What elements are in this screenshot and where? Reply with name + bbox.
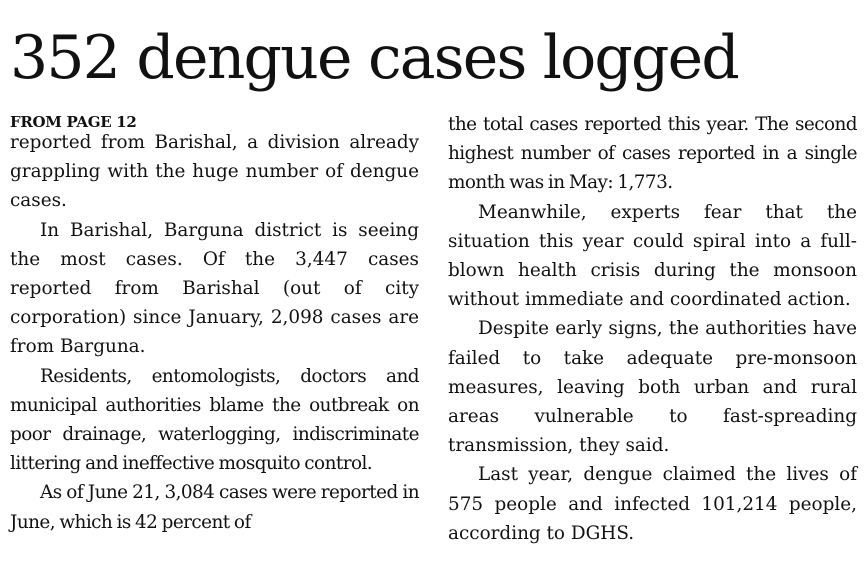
article-column-right [448, 110, 857, 548]
left-paragraph-3: Residents, entomologists, doctors and municipal authorities blame the outbreak on poor drainage, waterlogging, indiscriminate littering and ineffective mosquito control. [10, 365, 419, 475]
article-column-left [10, 110, 419, 537]
left-paragraph-4: As of June 21, 3,084 cases were reported in June, which is 42 percent of [10, 482, 419, 533]
right-paragraph-1: the total cases reported this year. The second highest number of cases reported in a single month was in May: 1,773. [448, 114, 857, 194]
left-paragraph-1: reported from Barishal, a division already grappling with the huge number of dengue cases. [10, 132, 419, 212]
right-paragraph-4: Last year, dengue claimed the lives of 575 people and infected 101,214 people, according to DGHS. [448, 464, 857, 544]
right-paragraph-2: Meanwhile, experts fear that the situation this year could spiral into a full-blown health crisis during the monsoon without immediate and coordinated action. [448, 201, 857, 311]
right-paragraph-3: Despite early signs, the authorities have failed to take adequate pre-monsoon measures, leaving both urban and rural areas vulnerable to fast-spreading transmission, they said. [448, 318, 857, 457]
continuation-kicker: FROM PAGE 12 [10, 113, 137, 131]
left-paragraph-2: In Barishal, Barguna district is seeing the most cases. Of the 3,447 cases reported from Barishal (out of city corporation) since January, 2,098 cases are from Barguna. [10, 219, 419, 358]
article-headline: 352 dengue cases logged [10, 23, 738, 93]
